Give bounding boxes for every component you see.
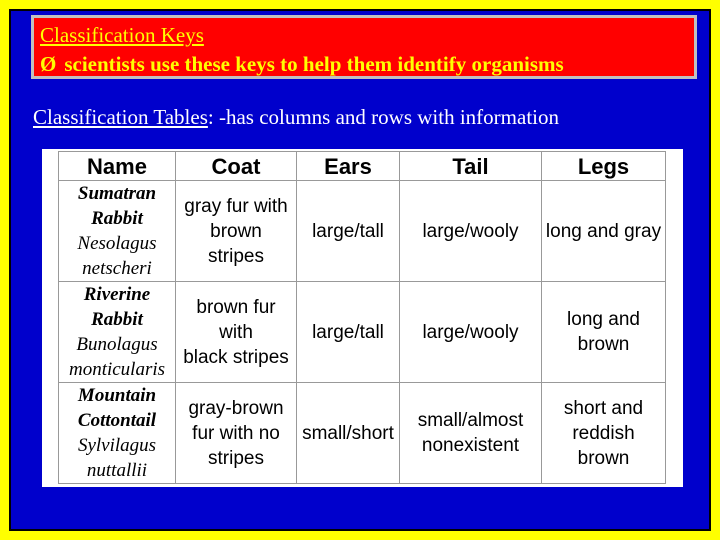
coat-text: black stripes <box>183 346 289 368</box>
common-name: Rabbit <box>91 309 143 330</box>
bullet-line <box>40 52 564 77</box>
coat-text: fur with no <box>192 422 280 444</box>
cell-tail <box>400 181 542 282</box>
cell-name <box>59 383 176 484</box>
scientific-name: Nesolagus <box>77 233 157 254</box>
slide-background <box>9 9 711 531</box>
ears-text: large/tall <box>312 220 384 242</box>
cell-legs <box>542 282 666 383</box>
column-header-ears: Ears <box>297 152 400 181</box>
bullet-text: scientists use these keys to help them identify organisms <box>64 52 564 76</box>
common-name: Riverine <box>83 284 151 305</box>
classification-table <box>58 151 666 484</box>
common-name: Cottontail <box>77 410 157 431</box>
table-row <box>59 282 666 383</box>
column-header-tail: Tail <box>400 152 542 181</box>
scientific-name: Sylvilagus <box>77 435 157 456</box>
legs-text: brown <box>577 447 630 469</box>
scientific-name: Bunolagus <box>76 334 158 355</box>
subtitle-term: Classification Tables <box>33 105 208 129</box>
coat-text: brown <box>210 220 262 242</box>
legs-text: long and <box>567 309 640 330</box>
table-header-row <box>59 152 666 181</box>
table-body <box>59 181 666 484</box>
legs-text: reddish <box>572 422 635 444</box>
scientific-name: netscheri <box>82 258 152 279</box>
cell-ears <box>297 282 400 383</box>
scientific-name: nuttallii <box>86 460 148 481</box>
cell-coat <box>176 383 297 484</box>
ears-text: large/tall <box>312 321 384 343</box>
cell-legs <box>542 383 666 484</box>
coat-text: stripes <box>208 245 264 267</box>
table-row <box>59 181 666 282</box>
common-name: Mountain <box>77 385 157 406</box>
scientific-name: monticularis <box>68 359 166 380</box>
slide-title: Classification Keys <box>40 23 204 47</box>
legs-text: long and gray <box>545 220 662 242</box>
cell-tail <box>400 383 542 484</box>
coat-text: gray fur with <box>184 195 288 217</box>
column-header-coat: Coat <box>176 152 297 181</box>
coat-text: gray-brown <box>188 397 284 419</box>
column-header-name: Name <box>59 152 176 181</box>
tail-text: large/wooly <box>422 220 519 242</box>
coat-text: stripes <box>208 447 264 469</box>
title-banner <box>31 15 697 79</box>
arrow-bullet-icon: Ø <box>40 52 57 76</box>
cell-legs <box>542 181 666 282</box>
cell-name <box>59 181 176 282</box>
cell-name <box>59 282 176 383</box>
cell-ears <box>297 383 400 484</box>
ears-text: small/short <box>302 422 394 444</box>
cell-coat <box>176 181 297 282</box>
table-row <box>59 383 666 484</box>
subtitle-rest: : -has columns and rows with information <box>207 105 559 129</box>
table-container <box>42 149 683 487</box>
tail-text: large/wooly <box>422 321 519 343</box>
tail-text: nonexistent <box>421 435 520 456</box>
coat-text: with <box>219 321 253 343</box>
common-name: Sumatran <box>77 183 157 204</box>
legs-text: brown <box>577 334 630 355</box>
common-name: Rabbit <box>91 208 143 229</box>
column-header-legs: Legs <box>542 152 666 181</box>
cell-ears <box>297 181 400 282</box>
cell-coat <box>176 282 297 383</box>
legs-text: short and <box>563 397 644 419</box>
coat-text: brown fur <box>196 296 276 318</box>
subtitle <box>33 105 559 130</box>
tail-text: small/almost <box>417 410 524 431</box>
cell-tail <box>400 282 542 383</box>
